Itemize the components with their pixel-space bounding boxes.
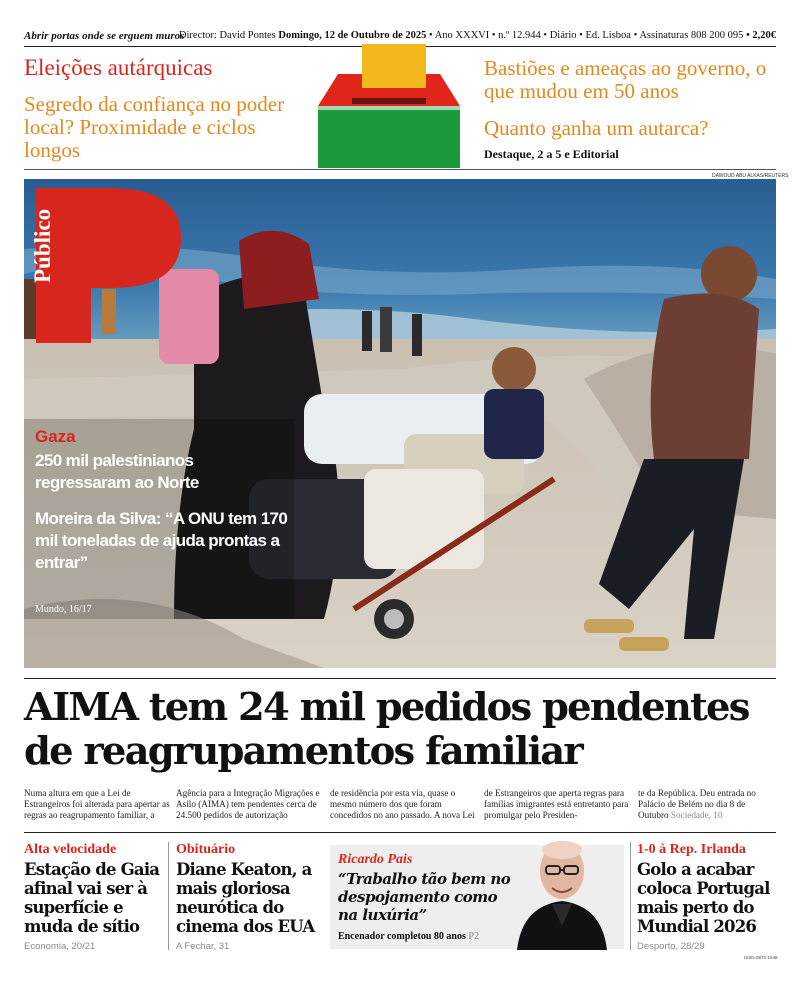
- body-column-4: de Estrangeiros que aperta regras para famílias imigrantes está entretanto para promulgar pelo Presiden-: [484, 788, 629, 821]
- issue-date: Domingo, 12 de Outubro de 2025: [278, 30, 427, 41]
- issue-director: Director: David Pontes: [178, 30, 276, 41]
- photo-rule: [24, 678, 776, 679]
- sociedade-reference: Sociedade, 10: [670, 810, 723, 821]
- right-reference: Destaque, 2 a 5 e Editorial: [484, 147, 619, 161]
- teaser-2-reference: A Fechar, 31: [176, 941, 230, 952]
- header-rule: [24, 169, 776, 170]
- tagline: Abrir portas onde se erguem muros: [24, 30, 185, 42]
- teaser-4-label: 1-0 à Rep. Irlanda: [637, 842, 746, 857]
- bottom-rule: [24, 832, 776, 833]
- teaser-2-label: Obituário: [176, 842, 236, 857]
- body-column-3: de residência por esta via, quase o mesmo número dos que foram concedidos no ano passado. A nova Lei: [330, 788, 475, 821]
- teaser-1-reference: Economia, 20/21: [24, 941, 96, 952]
- teaser-divider-1: [168, 842, 169, 950]
- right-headline-2[interactable]: Quanto ganha um autarca?: [484, 116, 709, 140]
- section-title[interactable]: Eleições autárquicas: [24, 55, 213, 80]
- teaser-3-sub-text: Encenador completou 80 anos: [338, 931, 466, 942]
- teaser-3-sub: [338, 931, 479, 942]
- publico-logo: [30, 188, 186, 348]
- issue-price: • 2,20€: [746, 30, 776, 41]
- body-column-5: [638, 788, 778, 822]
- body-column-1: Numa altura em que a Lei de Estrangeiros foi alterada para apertar as regras ao reagrupamento familiar, a: [24, 788, 170, 821]
- teaser-divider-3: [630, 842, 631, 950]
- issue-line: [179, 30, 776, 41]
- teaser-4-headline[interactable]: Golo a acabar coloca Portugal mais perto do Mundial 2026: [637, 860, 770, 936]
- ballot-box-icon: [318, 44, 460, 168]
- teaser-4-reference: Desporto, 28/29: [637, 941, 705, 952]
- teaser-1-headline[interactable]: Estação de Gaia afinal vai ser à superfície e muda de sítio: [24, 860, 160, 936]
- issue-details: • Ano XXXVI • n.º 12.944 • Diário • Ed. Lisboa • Assinaturas 808 200 095: [428, 30, 744, 41]
- logo-text: Público: [30, 208, 55, 283]
- issn-code: ISSN-0872-1548: [744, 955, 778, 960]
- main-headline[interactable]: AIMA tem 24 mil pedidos pendentes de reagrupamentos familiar: [24, 685, 749, 774]
- left-headline[interactable]: Segredo da confiança no poder local? Proximidade e ciclos longos: [24, 92, 285, 162]
- gaza-label: Gaza: [35, 427, 76, 446]
- right-headline-1[interactable]: Bastiões e ameaças ao governo, o que mudou em 50 anos: [484, 56, 767, 103]
- teaser-3-reference: P2: [468, 931, 479, 942]
- moreira-headline[interactable]: Moreira da Silva: “A ONU tem 170 mil toneladas de ajuda prontas a entrar”: [35, 509, 288, 572]
- ricardo-pais-portrait: [512, 836, 612, 950]
- teaser-3-label: Ricardo Pais: [338, 852, 413, 867]
- gaza-headline[interactable]: 250 mil palestinianos regressaram ao Norte: [35, 451, 199, 492]
- body-column-2: Agência para a Integração Migrações e Asilo (AIMA) tem pendentes cerca de 24.500 pedidos de autorização: [176, 788, 320, 821]
- photo-credit: DAWOUD ABU ALKAS/REUTERS: [712, 173, 789, 179]
- mundo-reference: Mundo, 16/17: [35, 604, 92, 615]
- teaser-2-headline[interactable]: Diane Keaton, a mais gloriosa neurótica do cinema dos EUA: [176, 860, 315, 936]
- body-column-5-text: te da República. Deu entrada no Palácio de Belém no dia 8 de Outubro: [638, 788, 756, 821]
- teaser-1-label: Alta velocidade: [24, 842, 117, 857]
- teaser-3-quote[interactable]: “Trabalho tão bem no despojamento como na luxúria”: [338, 870, 511, 924]
